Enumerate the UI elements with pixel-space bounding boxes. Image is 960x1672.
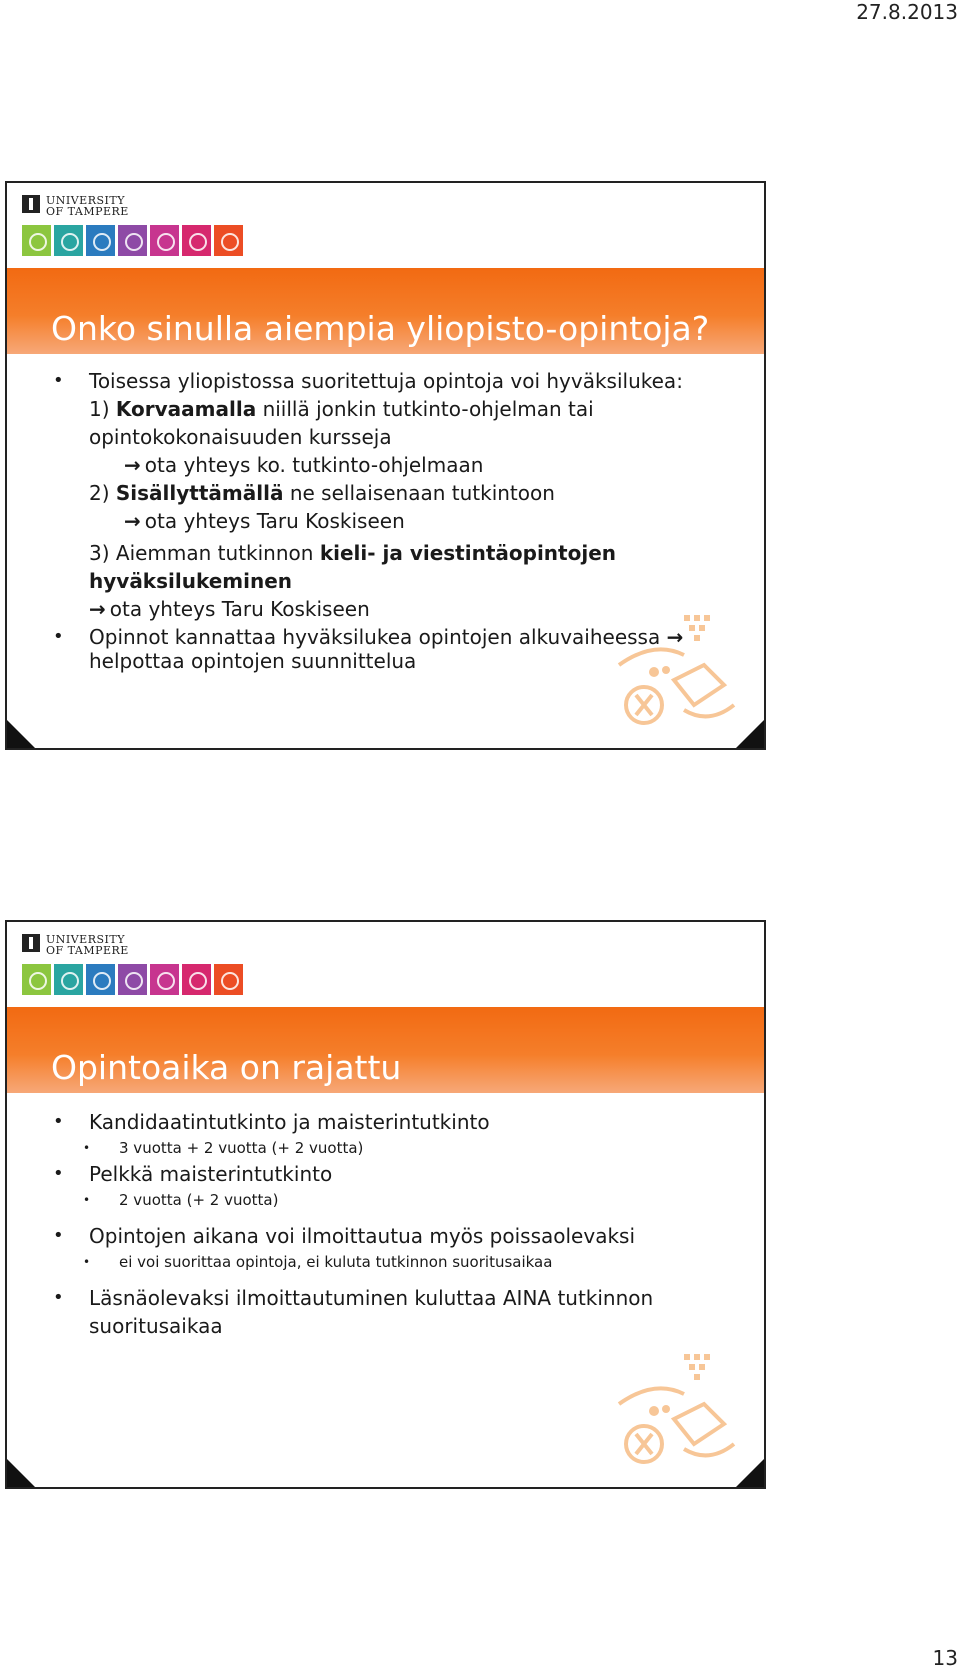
slide-content bbox=[49, 1108, 739, 1340]
slide-title: Opintoaika on rajattu bbox=[51, 1048, 402, 1087]
slide-corner bbox=[6, 719, 36, 749]
faculty-tile-icon bbox=[150, 964, 179, 995]
university-logo bbox=[22, 934, 272, 994]
faculty-tile-icon bbox=[22, 225, 51, 256]
text-line: 2) Sisällyttämällä ne sellaisenaan tutkintoon bbox=[89, 481, 555, 505]
arrow-line: → ota yhteys Taru Koskiseen bbox=[124, 509, 405, 533]
sub-bullet-item: • 2 vuotta (+ 2 vuotta) bbox=[49, 1188, 739, 1212]
text-line: hyväksilukeminen bbox=[89, 569, 293, 593]
faculty-tile-icon bbox=[54, 964, 83, 995]
university-name: UNIVERSITY OF TAMPERE bbox=[46, 194, 129, 218]
title-bar bbox=[7, 1007, 764, 1093]
text-line: opintokokonaisuuden kursseja bbox=[89, 425, 392, 449]
text-line: 3) Aiemman tutkinnon kieli- ja viestintäopintojen bbox=[89, 541, 617, 565]
slide-corner bbox=[735, 719, 765, 749]
faculty-tile-icon bbox=[182, 964, 211, 995]
arrow-line: → ota yhteys ko. tutkinto-ohjelmaan bbox=[124, 453, 484, 477]
faculty-tiles bbox=[22, 225, 243, 256]
title-bar bbox=[7, 268, 764, 354]
bullet-item: • Kandidaatintutkinto ja maisterintutkinto bbox=[49, 1108, 739, 1136]
arrow-right-icon: → bbox=[124, 509, 141, 533]
bullet-item: • Opinnot kannattaa hyväksilukea opintojen alkuvaiheessa → bbox=[49, 623, 739, 651]
faculty-tiles bbox=[22, 964, 243, 995]
faculty-tile-icon bbox=[22, 964, 51, 995]
arrow-right-icon: → bbox=[89, 597, 106, 621]
bullet-item: • Toisessa yliopistossa suoritettuja opintoja voi hyväksilukea: bbox=[49, 367, 739, 395]
slide-corner bbox=[6, 1458, 36, 1488]
faculty-tile-icon bbox=[214, 964, 243, 995]
arrow-right-icon: → bbox=[124, 453, 141, 477]
slide-1 bbox=[5, 181, 766, 750]
text-line: 1) Korvaamalla niillä jonkin tutkinto-ohjelman tai bbox=[89, 397, 594, 421]
sub-bullet-item: • 3 vuotta + 2 vuotta (+ 2 vuotta) bbox=[49, 1136, 739, 1160]
arrow-right-icon: → bbox=[666, 625, 684, 649]
arrow-line: → ota yhteys Taru Koskiseen bbox=[89, 597, 370, 621]
faculty-tile-icon bbox=[214, 225, 243, 256]
bullet-item: • Läsnäolevaksi ilmoittautuminen kuluttaa AINA tutkinnon bbox=[49, 1284, 739, 1312]
slide-2 bbox=[5, 920, 766, 1489]
university-emblem-icon bbox=[22, 934, 40, 952]
bullet-item: • Pelkkä maisterintutkinto bbox=[49, 1160, 739, 1188]
university-name: UNIVERSITY OF TAMPERE bbox=[46, 933, 129, 957]
text-line: suoritusaikaa bbox=[89, 1314, 223, 1338]
university-logo bbox=[22, 195, 272, 255]
decorative-watermark-icon bbox=[614, 610, 744, 730]
page-date: 27.8.2013 bbox=[856, 0, 958, 24]
faculty-tile-icon bbox=[86, 964, 115, 995]
university-emblem-icon bbox=[22, 195, 40, 213]
faculty-tile-icon bbox=[86, 225, 115, 256]
faculty-tile-icon bbox=[150, 225, 179, 256]
sub-bullet-item: • ei voi suorittaa opintoja, ei kuluta tutkinnon suoritusaikaa bbox=[49, 1250, 739, 1274]
faculty-tile-icon bbox=[182, 225, 211, 256]
faculty-tile-icon bbox=[54, 225, 83, 256]
bullet-item: • Opintojen aikana voi ilmoittautua myös poissaolevaksi bbox=[49, 1222, 739, 1250]
page-number: 13 bbox=[932, 1646, 958, 1670]
slide-corner bbox=[735, 1458, 765, 1488]
faculty-tile-icon bbox=[118, 225, 147, 256]
text-line: helpottaa opintojen suunnittelua bbox=[89, 649, 417, 673]
faculty-tile-icon bbox=[118, 964, 147, 995]
decorative-watermark-icon bbox=[614, 1349, 744, 1469]
slide-title: Onko sinulla aiempia yliopisto-opintoja? bbox=[51, 309, 710, 348]
